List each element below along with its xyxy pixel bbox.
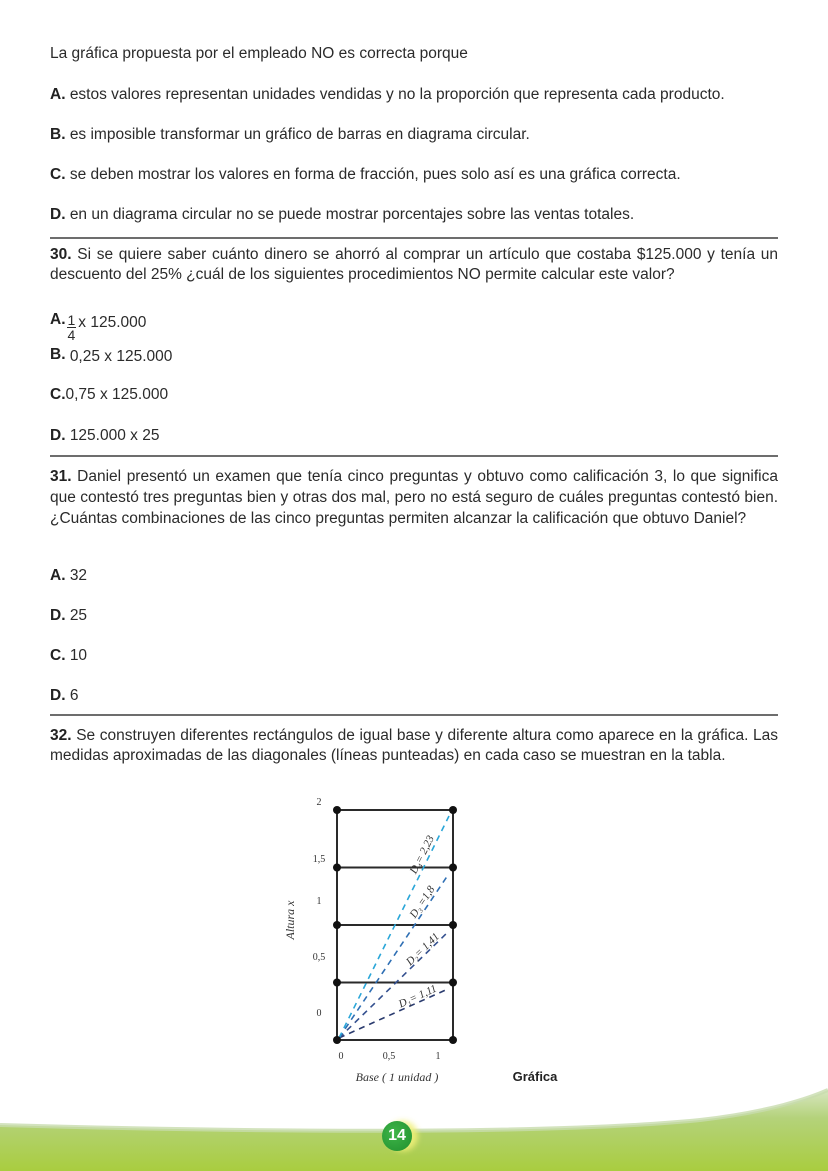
- option-text: en un diagrama circular no se puede mostrar porcentajes sobre las ventas totales.: [69, 206, 635, 223]
- page-number-badge: 14: [382, 1121, 412, 1151]
- option-text: es imposible transformar un gráfico de barras en diagrama circular.: [69, 126, 530, 143]
- x-tick-label: 0: [338, 1051, 344, 1062]
- x-tick-label: 0,5: [382, 1051, 396, 1062]
- option-letter: C.: [50, 166, 66, 183]
- option-text: estos valores representan unidades vendidas y no la proporción que representa cada producto.: [69, 86, 725, 103]
- vertex-dot: [449, 864, 457, 872]
- vertex-dot: [333, 921, 341, 929]
- y-tick-label: 0,5: [312, 952, 326, 963]
- vertex-dot: [449, 921, 457, 929]
- option-text: 125.000 x 25: [69, 427, 160, 444]
- rectangles-diagonals-figure: [270, 790, 590, 1090]
- question-number: 32.: [50, 727, 72, 744]
- question-number: 30.: [50, 246, 72, 263]
- diagonal-line: [339, 816, 449, 1038]
- option-c-intro: [50, 165, 778, 185]
- option-text: 25: [69, 607, 88, 624]
- y-tick-label: 0: [316, 1008, 322, 1019]
- vertex-dot: [333, 979, 341, 987]
- question-text: Daniel presentó un examen que tenía cinco preguntas y obtuvo como calificación 3, lo que significa que contestó tres preguntas bien y otras dos mal, pero no está seguro de cuáles preguntas contestó bien. ¿Cuántas combinaciones de las cinco preguntas permiten alcanzar la calificación que obtuvo Daniel?: [50, 468, 778, 527]
- y-tick-label: 1,5: [312, 854, 326, 865]
- option-text: 32: [69, 567, 88, 584]
- option-letter: A.: [50, 86, 66, 103]
- option-text: x 125.000: [78, 313, 147, 331]
- ticks-group: [313, 797, 441, 1062]
- diagonals-group: [339, 816, 449, 1038]
- option-text: 6: [69, 687, 79, 704]
- option-a-intro: [50, 85, 778, 105]
- diagonal-label: D₂= 1,41: [403, 930, 442, 969]
- y-axis-label: Altura x: [283, 900, 297, 940]
- option-letter: D.: [50, 607, 66, 624]
- option-b-intro: [50, 125, 778, 145]
- question-number: 31.: [50, 468, 72, 485]
- fraction-numerator: 1: [67, 312, 76, 328]
- divider: [50, 455, 778, 457]
- vertex-dot: [333, 864, 341, 872]
- y-tick-label: 2: [316, 797, 322, 808]
- diagonal-label: D₄= 2,23: [407, 833, 437, 876]
- option-text: 0,75 x 125.000: [65, 386, 169, 403]
- vertex-dot: [449, 806, 457, 814]
- divider: [50, 237, 778, 239]
- x-tick-label: 1: [435, 1051, 441, 1062]
- option-letter: D.: [50, 687, 66, 704]
- question-text: Si se quiere saber cuánto dinero se ahorró al comprar un artículo que costaba $125.000 y tenía un descuento del 25% ¿cuál de los siguientes procedimientos NO permite calcular este valor?: [50, 246, 778, 283]
- option-b-q31: [50, 606, 778, 626]
- option-text: 10: [69, 647, 88, 664]
- question-31: [50, 466, 778, 529]
- question-32: [50, 726, 778, 766]
- diagonal-label: D₃ =1,8: [407, 883, 438, 921]
- option-letter: A.: [50, 567, 66, 584]
- option-c-q31: [50, 646, 778, 666]
- fraction-denominator: 4: [67, 327, 76, 343]
- figure-caption: Gráfica: [512, 1069, 558, 1084]
- option-letter: D.: [50, 427, 66, 444]
- option-b-q30: [50, 347, 778, 367]
- option-text: 0,25 x 125.000: [69, 348, 173, 365]
- question-stem-intro: La gráfica propuesta por el empleado NO es correcta porque: [50, 45, 468, 62]
- option-letter: C.: [50, 386, 66, 403]
- vertex-dot: [449, 1036, 457, 1044]
- divider: [50, 714, 778, 716]
- footer-decoration: [0, 1080, 828, 1171]
- option-letter: D.: [50, 206, 66, 223]
- option-d-q30: [50, 426, 778, 446]
- option-a-q30: [50, 309, 778, 343]
- question-30: [50, 245, 778, 285]
- option-d-intro: [50, 205, 778, 225]
- diagonal-label: D₁= 1,11: [396, 982, 439, 1011]
- option-letter: C.: [50, 647, 66, 664]
- vertex-dot: [333, 1036, 341, 1044]
- fraction-one-quarter: [67, 313, 77, 342]
- option-c-q30: [50, 385, 778, 405]
- option-text: se deben mostrar los valores en forma de fracción, pues solo así es una gráfica correcta.: [69, 166, 681, 183]
- question-text: Se construyen diferentes rectángulos de igual base y diferente altura como aparece en la gráfica. Las medidas aproximadas de las diagonales (líneas punteadas) en cada caso se muestran en la tabla.: [50, 727, 778, 764]
- option-a-q31: [50, 566, 778, 586]
- vertex-dot: [449, 979, 457, 987]
- option-letter: A.: [50, 310, 66, 328]
- x-axis-label: Base ( 1 unidad ): [355, 1070, 439, 1084]
- option-letter: B.: [50, 346, 66, 363]
- vertex-dot: [333, 806, 341, 814]
- option-letter: B.: [50, 126, 66, 143]
- option-d-q31: [50, 686, 778, 706]
- y-tick-label: 1: [316, 896, 322, 907]
